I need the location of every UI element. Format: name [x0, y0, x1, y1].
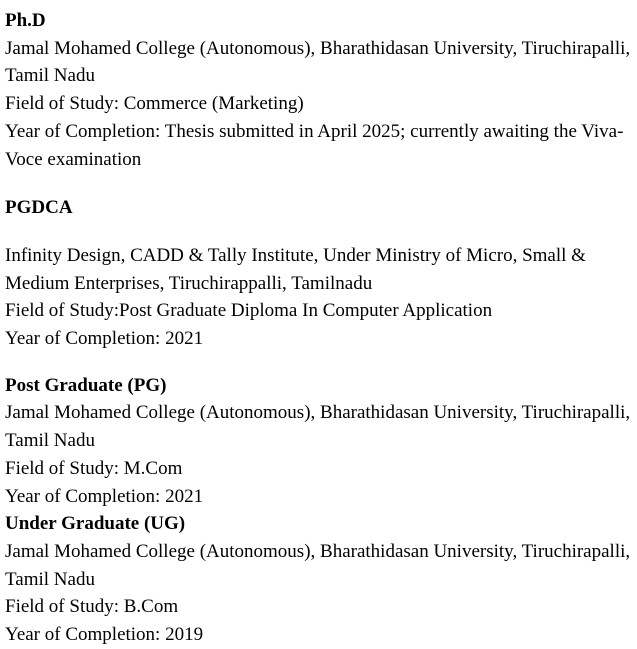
entry-institution: Jamal Mohamed College (Autonomous), Bharathidasan University, Tiruchirapalli, Tamil Nadu: [5, 540, 631, 590]
entry-heading: Under Graduate (UG): [5, 513, 186, 535]
education-entry-phd: [5, 7, 632, 173]
education-entry-pgdca: [5, 194, 632, 353]
entry-year: Year of Completion: 2019: [5, 624, 204, 646]
entry-institution: Jamal Mohamed College (Autonomous), Bharathidasan University, Tiruchirapalli, Tamil Nadu: [5, 402, 631, 452]
entry-field: Field of Study:Post Graduate Diploma In Computer Application: [5, 300, 493, 322]
entry-year: Year of Completion: 2021: [5, 328, 204, 350]
entry-institution: Infinity Design, CADD & Tally Institute, Under Ministry of Micro, Small & Medium Enterprises, Tiruchirappalli, Tamilnadu: [5, 244, 586, 294]
entry-field: Field of Study: B.Com: [5, 596, 179, 618]
entry-year: Year of Completion: Thesis submitted in April 2025; currently awaiting the Viva-Voce examination: [5, 120, 624, 170]
section-spacer: [5, 173, 632, 194]
entry-field: Field of Study: M.Com: [5, 457, 183, 479]
entry-heading: Ph.D: [5, 10, 46, 31]
entry-heading: PGDCA: [5, 197, 73, 219]
heading-spacer: [5, 222, 632, 242]
entry-year: Year of Completion: 2021: [5, 485, 204, 507]
education-entry-ug: [5, 510, 632, 649]
section-spacer: [5, 353, 632, 372]
entry-field: Field of Study: Commerce (Marketing): [5, 93, 304, 115]
entry-heading: Post Graduate (PG): [5, 374, 167, 396]
entry-institution: Jamal Mohamed College (Autonomous), Bharathidasan University, Tiruchirapalli, Tamil Nadu: [5, 37, 631, 87]
education-entry-pg: [5, 372, 632, 511]
